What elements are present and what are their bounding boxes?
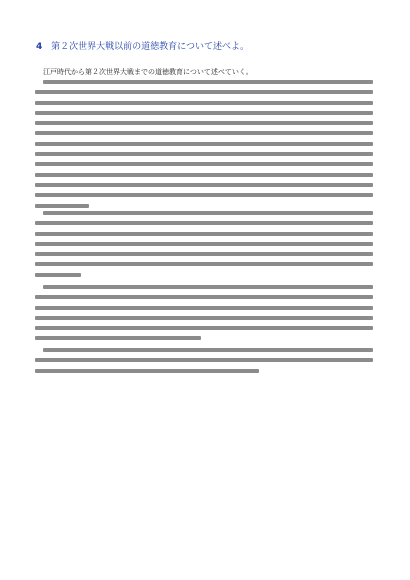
text-line: [35, 204, 89, 208]
text-line: [43, 348, 373, 352]
question-text: 第２次世界大戦以前の道徳教育について述べよ。: [51, 42, 249, 52]
question-number: 4: [36, 42, 43, 52]
text-line: [35, 152, 373, 156]
text-line: [35, 183, 373, 187]
text-line: [35, 173, 373, 177]
text-line: [35, 306, 373, 310]
text-line: [35, 252, 373, 256]
text-line: [35, 142, 373, 146]
text-line: [43, 80, 373, 84]
text-line: [35, 295, 373, 299]
text-line: [35, 326, 373, 330]
text-line: [35, 336, 201, 340]
paragraph-edo-ethics: [35, 80, 373, 214]
text-line: [35, 358, 373, 362]
text-line: [43, 211, 373, 215]
paragraph-conclusion: [35, 348, 373, 379]
text-line: [35, 121, 373, 125]
text-line: [35, 273, 81, 277]
text-line: [35, 316, 373, 320]
paragraph-showa-rescript: [35, 285, 373, 347]
text-line: [35, 242, 373, 246]
paragraph-meiji-moral-education: [35, 211, 373, 283]
text-line: [35, 369, 259, 373]
text-line: [35, 221, 373, 225]
text-line: [35, 111, 373, 115]
intro-line: 江戸時代から第２次世界大戦までの道徳教育について述べていく。: [43, 68, 253, 76]
text-line: [35, 232, 373, 236]
text-line: [35, 262, 373, 266]
question-heading: [36, 41, 249, 53]
text-line: [35, 193, 373, 197]
text-line: [35, 90, 373, 94]
text-line: [35, 101, 373, 105]
text-line: [35, 162, 373, 166]
text-line: [43, 285, 373, 289]
text-line: [35, 131, 373, 135]
